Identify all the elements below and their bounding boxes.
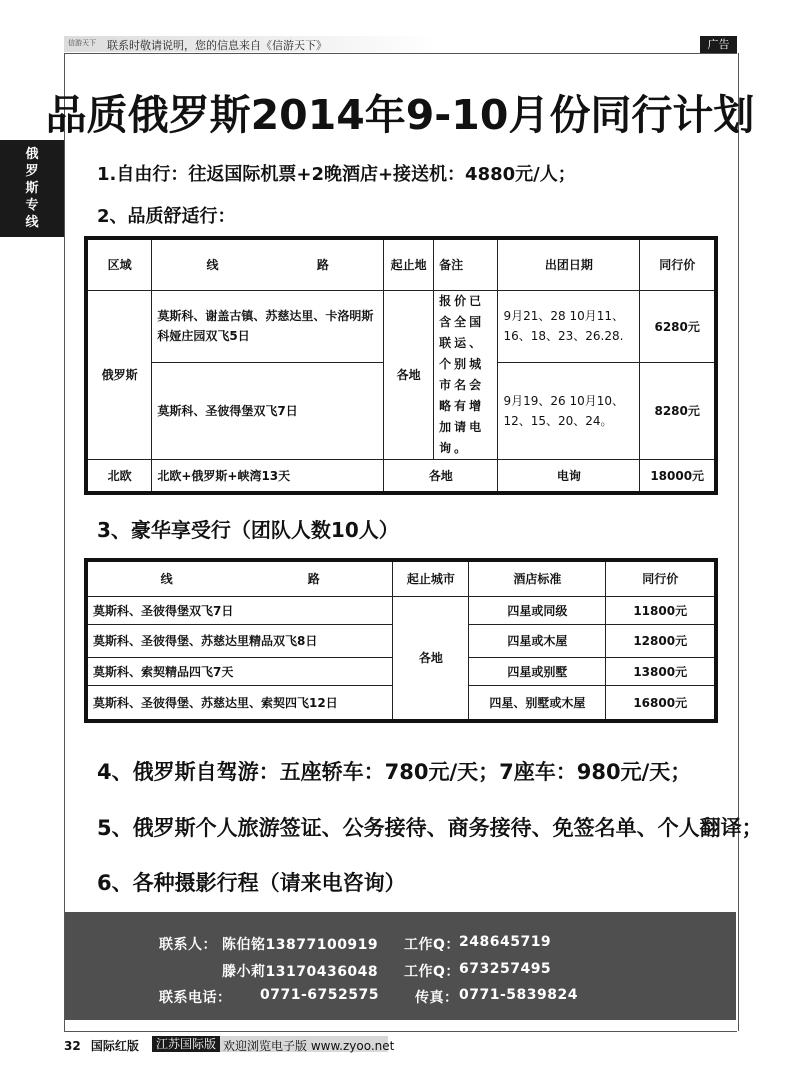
item-photo-tours: 6、各种摄影行程（请来电咨询） — [97, 871, 406, 895]
side-tab-char: 俄 — [25, 147, 39, 162]
header-region: 区域 — [86, 238, 152, 290]
hotel-cell: 四星或同级 — [469, 596, 606, 624]
header-price: 同行价 — [606, 560, 716, 596]
route-cell: 莫斯科、谢盖古镇、苏慈达里、卡洛明斯科娅庄园双飞5日 — [152, 290, 384, 363]
footer-page — [64, 1037, 139, 1054]
contact-person-2: 滕小莉13170436048 — [222, 964, 379, 980]
contact-label: 联系人： — [159, 937, 217, 953]
price-cell: 18000元 — [640, 459, 716, 493]
price-cell: 16800元 — [606, 685, 716, 721]
region-russia: 俄罗斯 — [86, 290, 152, 459]
price-cell: 6280元 — [640, 290, 716, 363]
dates-cell: 9月21、28 10月11、16、18、23、26.28. — [498, 290, 640, 363]
header-divider — [64, 53, 737, 54]
price-cell: 11800元 — [606, 596, 716, 624]
hotel-cell: 四星或别墅 — [469, 657, 606, 685]
side-tab — [0, 140, 64, 237]
footer-site: 欢迎浏览电子版 www.zyoo.net — [223, 1039, 395, 1053]
ad-tag: 广告 — [700, 36, 737, 53]
item-self-drive: 4、俄罗斯自驾游：五座轿车：780元/天；7座车：980元/天； — [97, 760, 692, 784]
header-price: 同行价 — [640, 238, 716, 290]
price-cell: 12800元 — [606, 624, 716, 657]
side-tab-char: 斯 — [25, 181, 39, 196]
page-number: 32 — [64, 1039, 81, 1053]
header-dates: 出团日期 — [498, 238, 640, 290]
note-cell: 报价已含全国联运、个别城市名会略有增加请电询。 — [434, 290, 498, 459]
route-cell: 北欧+俄罗斯+峡湾13天 — [152, 459, 384, 493]
side-tab-char: 罗 — [25, 164, 39, 179]
contact-panel — [65, 912, 736, 1020]
dates-cell: 电询 — [498, 459, 640, 493]
work-q-1: 248645719 — [459, 934, 552, 950]
fax-label: 传真： — [415, 990, 459, 1006]
price-cell: 8280元 — [640, 363, 716, 459]
comfort-table — [84, 236, 718, 495]
phone-number: 0771-6752575 — [260, 987, 379, 1003]
route-cell: 莫斯科、索契精品四飞7天 — [86, 657, 393, 685]
header-origin: 起止城市 — [393, 560, 469, 596]
header-logo: 信游天下 — [68, 39, 96, 47]
header-route — [152, 238, 384, 290]
item-free-travel: 1.自由行：往返国际机票+2晚酒店+接送机：4880元/人； — [97, 164, 576, 185]
region-nordic: 北欧 — [86, 459, 152, 493]
header-hotel: 酒店标准 — [469, 560, 606, 596]
header-note: 备注 — [434, 238, 498, 290]
hotel-cell: 四星或木屋 — [469, 624, 606, 657]
item-luxury-travel: 3、豪华享受行（团队人数10人） — [97, 518, 399, 542]
work-q-label-2: 工作Q： — [404, 964, 460, 980]
header-origin: 起止地 — [384, 238, 434, 290]
page-title: 品质俄罗斯2014年9-10月份同行计划 — [45, 91, 755, 139]
side-tab-char: 线 — [25, 215, 39, 230]
header-route — [86, 560, 393, 596]
work-q-label-1: 工作Q： — [404, 937, 460, 953]
route-cell: 莫斯科、圣彼得堡双飞7日 — [152, 363, 384, 459]
luxury-table — [84, 558, 718, 723]
footer-tag: 江苏国际版 — [152, 1036, 220, 1052]
contact-person-1: 陈伯铭13877100919 — [222, 937, 379, 953]
dates-cell: 9月19、26 10月10、12、15、20、24。 — [498, 363, 640, 459]
fax-number: 0771-5839824 — [459, 987, 578, 1003]
work-q-2: 673257495 — [459, 961, 552, 977]
item-visa-services: 5、俄罗斯个人旅游签证、公务接待、商务接待、免签名单、个人翻译； — [97, 816, 763, 840]
origin-cell: 各地 — [384, 290, 434, 459]
origin-cell: 各地 — [384, 459, 498, 493]
item-comfort-travel: 2、品质舒适行： — [97, 206, 236, 227]
header-route-b: 路 — [307, 572, 320, 587]
route-cell: 莫斯科、圣彼得堡、苏慈达里精品双飞8日 — [86, 624, 393, 657]
header-route-a: 线 — [160, 572, 173, 587]
phone-label: 联系电话： — [159, 990, 232, 1006]
edition-name: 国际红版 — [90, 1039, 139, 1053]
header-route-a: 线 — [206, 258, 219, 273]
origin-cell: 各地 — [393, 596, 469, 721]
header-route-b: 路 — [316, 258, 329, 273]
route-cell: 莫斯科、圣彼得堡、苏慈达里、索契四飞12日 — [86, 685, 393, 721]
price-cell: 13800元 — [606, 657, 716, 685]
header-note: 联系时敬请说明，您的信息来自《信游天下》 — [107, 39, 327, 52]
route-cell: 莫斯科、圣彼得堡双飞7日 — [86, 596, 393, 624]
footer-divider — [64, 1031, 737, 1032]
hotel-cell: 四星、别墅或木屋 — [469, 685, 606, 721]
side-tab-char: 专 — [25, 198, 39, 213]
